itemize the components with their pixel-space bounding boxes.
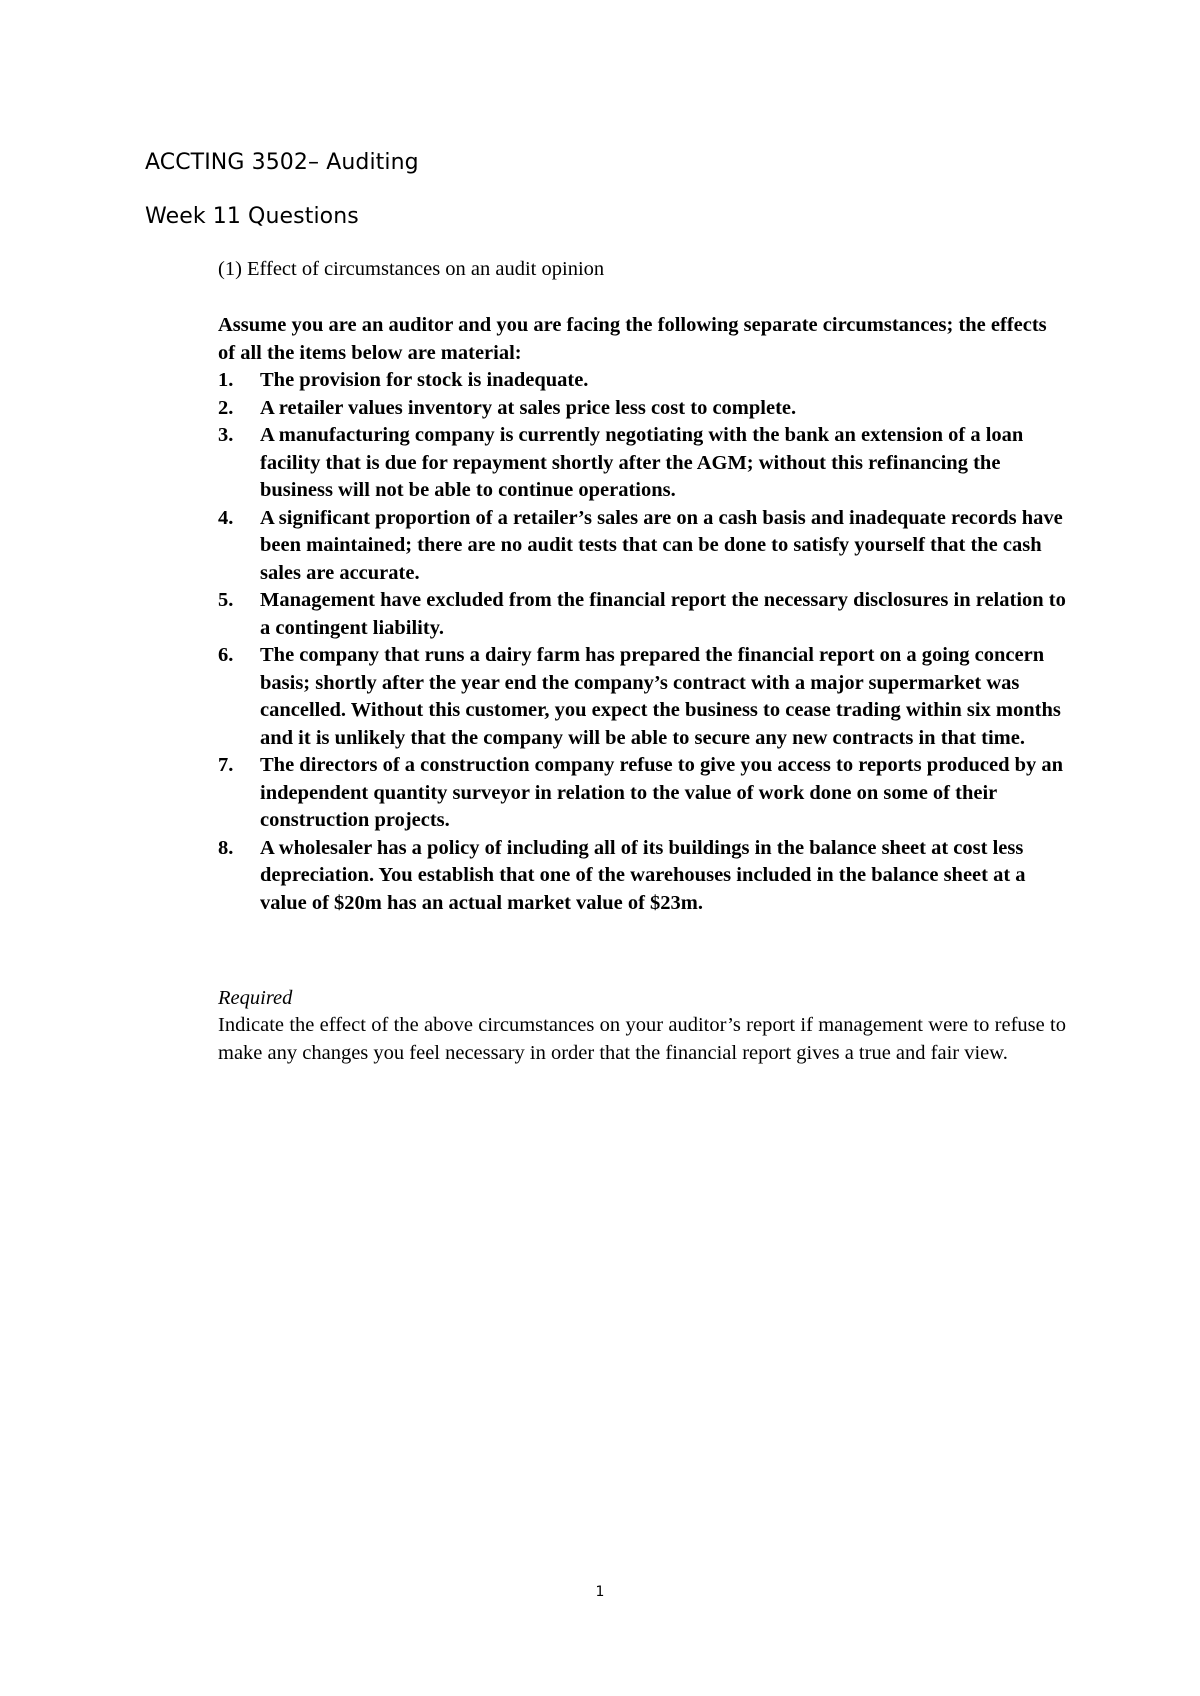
list-item-text: A wholesaler has a policy of including all of its buildings in the balance sheet at cost less depreciation. You establish that one of the warehouses included in the balance sheet at a value of $20m has an actual market value of $23m. (260, 836, 1026, 914)
list-item-text: A manufacturing company is currently negotiating with the bank an extension of a loan facility that is due for repayment shortly after the AGM; without this refinancing the business will not be able to continue operations. (260, 424, 1024, 501)
list-item-number: 3. (218, 424, 234, 446)
list-item (218, 422, 1066, 505)
list-item (218, 395, 1066, 423)
list-item-text: The provision for stock is inadequate. (260, 369, 589, 391)
week-title: Week 11 Questions (145, 204, 359, 229)
required-text: Indicate the effect of the above circumstances on your auditor’s report if management were to refuse to make any changes you feel necessary in order that the financial report gives a true and fair view. (218, 1014, 1066, 1064)
list-item-number: 4. (218, 506, 234, 529)
list-item-number: 1. (218, 369, 234, 391)
list-item (218, 752, 1066, 835)
list-item (218, 367, 1066, 395)
list-item-text: A significant proportion of a retailer’s sales are on a cash basis and inadequate records have been maintained; there are no audit tests that can be done to satisfy yourself that the cash sales are accurate. (260, 506, 1063, 584)
course-title: ACCTING 3502– Auditing (145, 150, 419, 175)
list-item-number: 2. (218, 396, 234, 419)
circumstances-list (218, 367, 1066, 917)
list-item (218, 505, 1066, 588)
list-item-text: The company that runs a dairy farm has prepared the financial report on a going concern basis; shortly after the year end the company’s contract with a major supermarket was cancelled. Without this customer, you expect the business to cease trading within six months and it is unlikely that the company will be able to secure any new contracts in that time. (260, 644, 1061, 749)
page-number: 1 (595, 1584, 605, 1600)
list-item-number: 8. (218, 836, 234, 859)
list-item-number: 7. (218, 754, 234, 776)
list-item-number: 5. (218, 589, 234, 611)
required-label: Required (218, 987, 293, 1009)
question-body (218, 312, 1066, 917)
question-intro: Assume you are an auditor and you are facing the following separate circumstances; the effects of all the items below are material: (218, 314, 1047, 364)
list-item (218, 587, 1066, 642)
question-title: (1) Effect of circumstances on an audit opinion (218, 258, 605, 280)
list-item-text: A retailer values inventory at sales price less cost to complete. (260, 396, 797, 419)
list-item-text: The directors of a construction company refuse to give you access to reports produced by an independent quantity surveyor in relation to the value of work done on some of their construction projects. (260, 754, 1064, 831)
list-item-number: 6. (218, 644, 234, 666)
list-item-text: Management have excluded from the financial report the necessary disclosures in relation to a contingent liability. (260, 589, 1066, 639)
list-item (218, 835, 1066, 918)
list-item (218, 642, 1066, 752)
